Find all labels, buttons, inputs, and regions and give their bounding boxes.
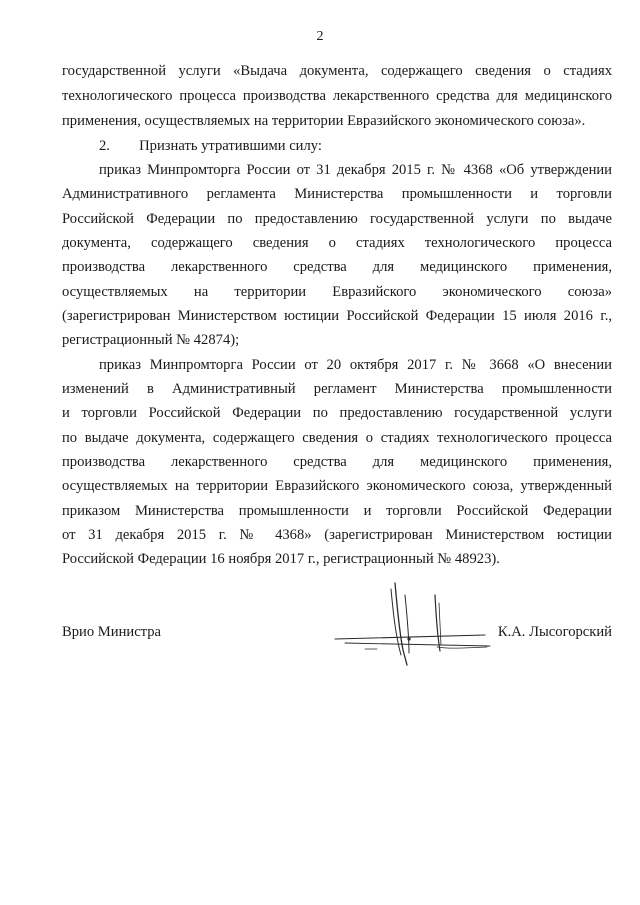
text-line: государственной услуги «Выдача документа, содержащего сведения о стадиях	[62, 63, 612, 79]
text-line: производства лекарственного средства для медицинского применения,	[62, 259, 612, 275]
signatory-position: Врио Министра	[62, 624, 161, 640]
text-line: Российской Федерации 16 ноября 2017 г., регистрационный № 48923).	[62, 551, 500, 567]
text-line: Российской Федерации по предоставлению государственной услуги по выдаче	[62, 211, 612, 227]
text-line: производства лекарственного средства для медицинского применения,	[62, 454, 612, 470]
text-line: приказ Минпромторга России от 20 октября 2017 г. № 3668 «О внесении	[99, 357, 612, 373]
text-line: 2. Признать утратившими силу:	[99, 138, 322, 154]
text-line: применения, осуществляемых на территории Евразийского экономического союза».	[62, 113, 586, 129]
text-line: и торговли Российской Федерации по предоставлению государственной услуги	[62, 405, 612, 421]
text-line: (зарегистрирован Министерством юстиции Российской Федерации 15 июля 2016 г.,	[62, 308, 612, 324]
text-line: Административного регламента Министерства промышленности и торговли	[62, 186, 612, 202]
text-line: осуществляемых на территории Евразийского экономического союза»	[62, 284, 612, 300]
text-line: регистрационный № 42874);	[62, 332, 240, 348]
text-line: технологического процесса производства лекарственного средства для медицинского	[62, 88, 612, 104]
text-line: осуществляемых на территории Евразийского экономического союза, утвержденный	[62, 478, 612, 494]
text-line: от 31 декабря 2015 г. № 4368» (зарегистрирован Министерством юстиции	[62, 527, 612, 543]
text-line: по выдаче документа, содержащего сведения о стадиях технологического процесса	[62, 430, 612, 446]
handwritten-signature	[325, 575, 495, 675]
signatory-name: К.А. Лысогорский	[497, 624, 612, 640]
text-line: приказ Минпромторга России от 31 декабря 2015 г. № 4368 «Об утверждении	[99, 162, 612, 178]
page-number: 2	[316, 29, 324, 44]
text-line: приказом Министерства промышленности и торговли Российской Федерации	[62, 503, 612, 519]
text-line: документа, содержащего сведения о стадиях технологического процесса	[62, 235, 612, 251]
text-line: изменений в Административный регламент Министерства промышленности	[62, 381, 612, 397]
